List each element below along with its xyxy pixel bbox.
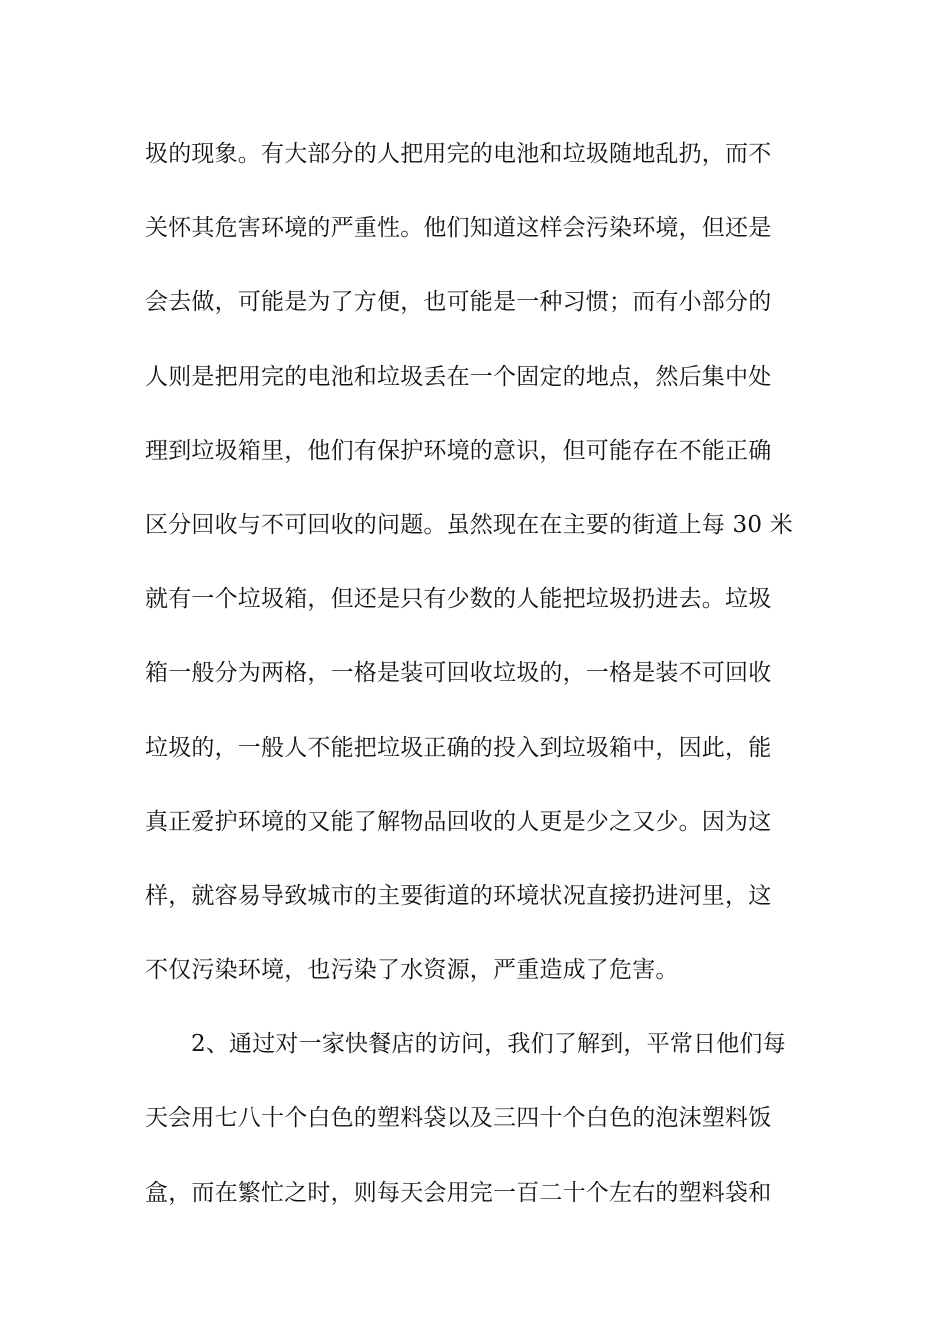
text-line: 盒，而在繁忙之时，则每天会用完一百二十个左右的塑料袋和 xyxy=(145,1179,772,1206)
paragraph-start-line: 2、通过对一家快餐店的访问，我们了解到，平常日他们每 xyxy=(191,1031,786,1058)
text-line: 天会用七八十个白色的塑料袋以及三四十个白色的泡沫塑料饭 xyxy=(145,1105,772,1132)
text-line: 样，就容易导致城市的主要街道的环境状况直接扔进河里，这 xyxy=(145,882,772,909)
text-line: 垃圾的，一般人不能把垃圾正确的投入到垃圾箱中，因此，能 xyxy=(145,734,772,761)
text-line: 不仅污染环境，也污染了水资源，严重造成了危害。 xyxy=(145,957,679,984)
text-line: 区分回收与不可回收的问题。虽然现在在主要的街道上每 30 米 xyxy=(145,511,793,538)
body-text xyxy=(145,131,815,1244)
text-line: 会去做，可能是为了方便，也可能是一种习惯；而有小部分的 xyxy=(145,289,772,316)
text-line: 就有一个垃圾箱，但还是只有少数的人能把垃圾扔进去。垃圾 xyxy=(145,586,772,613)
text-line: 人则是把用完的电池和垃圾丢在一个固定的地点，然后集中处 xyxy=(145,363,772,390)
text-line: 箱一般分为两格，一格是装可回收垃圾的，一格是装不可回收 xyxy=(145,660,772,687)
text-line: 真正爱护环境的又能了解物品回收的人更是少之又少。因为这 xyxy=(145,808,772,835)
text-line: 圾的现象。有大部分的人把用完的电池和垃圾随地乱扔，而不 xyxy=(145,141,772,167)
text-line: 理到垃圾箱里，他们有保护环境的意识，但可能存在不能正确 xyxy=(145,437,772,464)
text-line: 关怀其危害环境的严重性。他们知道这样会污染环境，但还是 xyxy=(145,215,772,242)
